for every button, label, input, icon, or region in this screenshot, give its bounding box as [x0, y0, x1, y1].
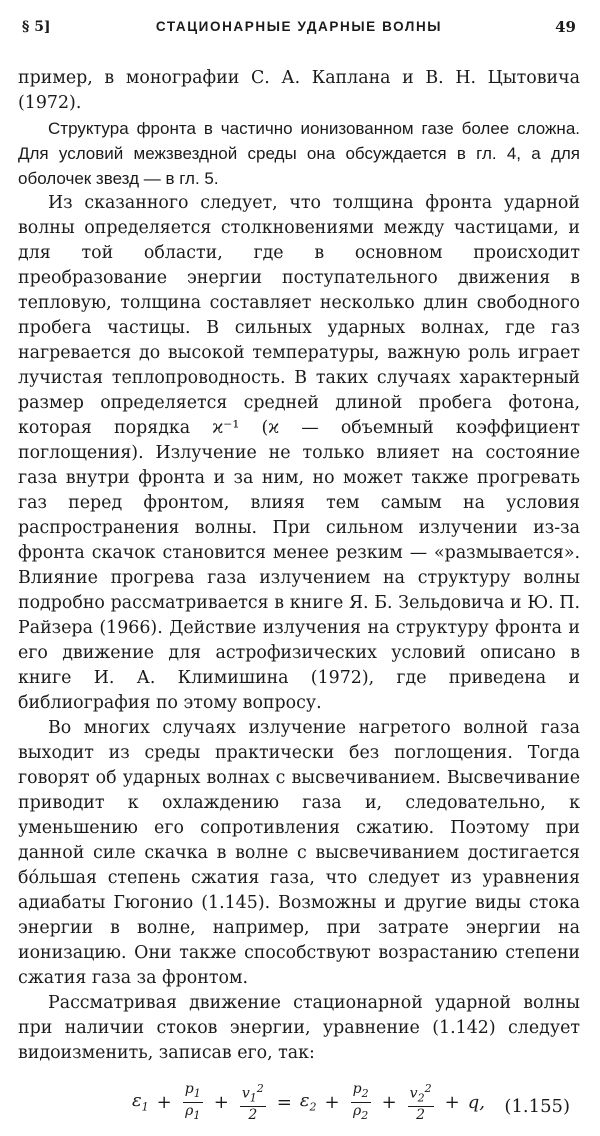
- paragraph-3: Из сказанного следует, что толщина фронта ударной волны определяется столкновениями между частицами, и для той области, где в основном происходит преобразование энергии поступательного движения в тепловую, толщина составляет несколько длин свободного пробега частицы. В сильных ударных волнах, где газ нагревается до высокой температуры, важную роль играет лучистая теплопроводность. В таких случаях характерный размер определяется средней длиной пробега фотона, которая порядка ϰ⁻¹ (ϰ — объемный коэффициент поглощения). Излучение не только влияет на состояние газа внутри фронта и за ним, но может также прогревать газ перед фронтом, влияя тем самым на условия распространения волны. При сильном излучении из-за фронта скачок становится менее резким — «размывается». Влияние прогрева газа излучением на структуру волны подробно рассматривается в книге Я. Б. Зельдовича и Ю. П. Райзера (1966). Действие излучения на структуру фронта и его движение для астрофизических условий описано в книге И. А. Климишина (1972), где приведена и библиография по этому вопросу.: [18, 193, 580, 713]
- equation-1-155: [18, 1072, 580, 1136]
- running-head: [18, 12, 580, 42]
- equals-sign: =: [276, 1091, 292, 1113]
- fraction-p2-rho2: $\frac{p_2}{\rho_2}$: [352, 1080, 369, 1122]
- fraction-v1-squared: $\frac{v_1^2}{2}$: [241, 1082, 264, 1124]
- plus-sign: +: [213, 1091, 229, 1113]
- equation-formula: [132, 1080, 485, 1124]
- heat-loss-q: q,: [467, 1091, 485, 1113]
- paragraph-4: Во многих случаях излучение нагретого волной газа выходит из среды практически без поглощения. Тогда говорят об ударных волнах с высвечиванием. Высвечивание приводит к охлаждению газа и, следовательно, к уменьшению его сопротивления сжатию. Поэтому при данной силе скачка в волне с высвечиванием достигается бóльшая степень сжатия газа, что следует из уравнения адиабаты Гюгонио (1.145). Возможны и другие виды стока энергии в волне, например, при затрате энергии на ионизацию. Они также способствуют возрастанию степени сжатия газа за фронтом.: [18, 718, 580, 988]
- lead-block: [18, 116, 580, 191]
- equation-number: (1.155): [504, 1096, 570, 1117]
- paragraph-5: Рассматривая движение стационарной ударной волны при наличии стоков энергии, уравнение (1.142) следует видоизменить, записав его, так:: [18, 993, 580, 1063]
- page-number: 49: [555, 18, 576, 36]
- body-text: [18, 66, 580, 1066]
- book-page: [18, 12, 580, 1136]
- paragraph-1: пример, в монографии С. А. Каплана и В. Н. Цытовича (1972).: [18, 68, 580, 113]
- section-mark: § 5]: [22, 19, 51, 35]
- plus-sign: +: [444, 1091, 460, 1113]
- plus-sign: +: [324, 1091, 340, 1113]
- plus-sign: +: [381, 1091, 397, 1113]
- plus-sign: +: [156, 1091, 172, 1113]
- epsilon-1: $\varepsilon_1$: [132, 1090, 149, 1115]
- chapter-title: СТАЦИОНАРНЫЕ УДАРНЫЕ ВОЛНЫ: [155, 19, 443, 34]
- fraction-v2-squared: $\frac{v_2^2}{2}$: [409, 1082, 432, 1124]
- paragraph-2: Структура фронта в частично ионизованном газе более сложна. Для условий межзвездной среды она обсуждается в гл. 4, а для оболочек звезд — в гл. 5.: [18, 119, 580, 188]
- epsilon-2: $\varepsilon_2$: [299, 1090, 317, 1115]
- fraction-p1-rho1: $\frac{p_1}{\rho_1}$: [184, 1080, 201, 1122]
